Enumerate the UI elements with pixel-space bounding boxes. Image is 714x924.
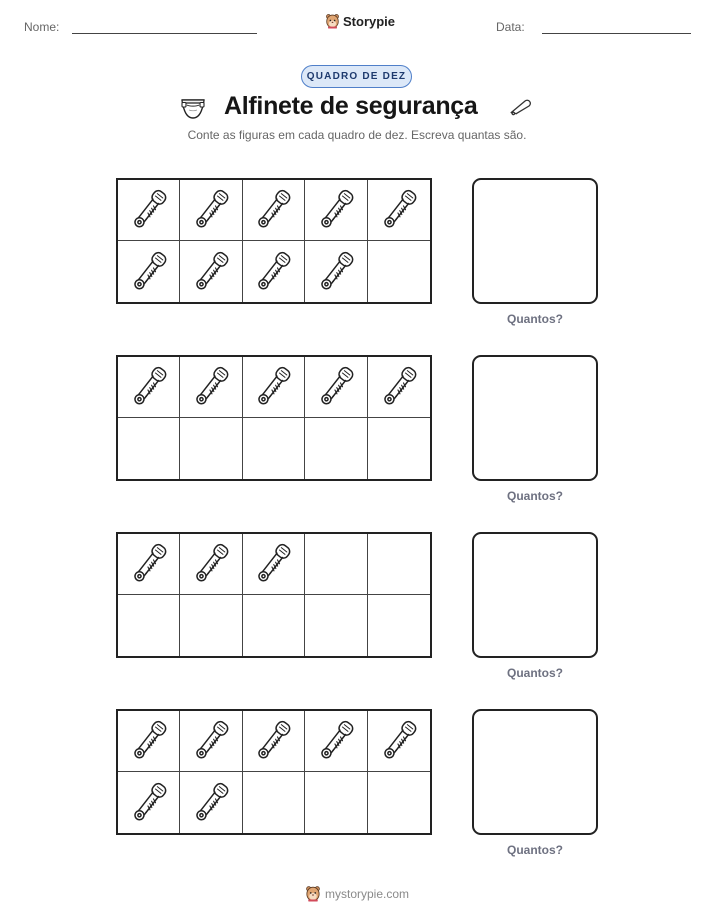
answer-box-2[interactable] (472, 355, 598, 481)
ten-frame-2 (116, 355, 432, 481)
frame-cell (118, 180, 180, 241)
answer-box-1[interactable] (472, 178, 598, 304)
frame-cell (180, 534, 242, 595)
safety-pin-icon (129, 363, 169, 411)
frame-cell (368, 241, 430, 302)
safety-pin-icon (316, 186, 356, 234)
frame-cell (368, 711, 430, 772)
frame-cell (243, 595, 305, 656)
answer-prompt-4: Quantos? (507, 843, 563, 857)
safety-pin-icon (191, 248, 231, 296)
date-label: Data: (496, 20, 525, 34)
safety-pin-icon (129, 779, 169, 827)
safety-pin-icon (253, 540, 293, 588)
brand (325, 13, 395, 29)
frame-cell (243, 772, 305, 833)
frame-cell (305, 357, 367, 418)
safety-pin-icon (129, 717, 169, 765)
safety-pin-icon (129, 540, 169, 588)
frame-cell (180, 711, 242, 772)
safety-pin-icon (191, 717, 231, 765)
frame-cell (243, 180, 305, 241)
frame-cell (180, 180, 242, 241)
safety-pin-icon (508, 94, 534, 120)
frame-cell (180, 241, 242, 302)
frame-cell (180, 772, 242, 833)
frame-cell (368, 595, 430, 656)
answer-box-4[interactable] (472, 709, 598, 835)
safety-pin-icon (379, 363, 419, 411)
instructions: Conte as figuras em cada quadro de dez. Escreva quantas são. (187, 128, 527, 142)
frame-cell (243, 711, 305, 772)
safety-pin-icon (253, 717, 293, 765)
frame-cell (243, 418, 305, 479)
frame-cell (305, 241, 367, 302)
footer-site: mystorypie.com (324, 886, 410, 901)
frame-cell (305, 418, 367, 479)
frame-cell (118, 241, 180, 302)
safety-pin-icon (191, 540, 231, 588)
frame-cell (118, 595, 180, 656)
frame-cell (305, 180, 367, 241)
safety-pin-icon (191, 779, 231, 827)
frame-cell (368, 180, 430, 241)
frame-cell (368, 534, 430, 595)
frame-cell (368, 418, 430, 479)
page-title: Alfinete de segurança (224, 92, 478, 120)
safety-pin-icon (191, 363, 231, 411)
frame-cell (118, 772, 180, 833)
ten-frame-1 (116, 178, 432, 304)
answer-prompt-2: Quantos? (507, 489, 563, 503)
safety-pin-icon (316, 363, 356, 411)
answer-prompt-1: Quantos? (507, 312, 563, 326)
safety-pin-icon (253, 186, 293, 234)
safety-pin-icon (191, 186, 231, 234)
name-label: Nome: (24, 20, 60, 34)
frame-cell (305, 772, 367, 833)
frame-cell (118, 418, 180, 479)
date-line[interactable] (542, 33, 691, 34)
safety-pin-icon (379, 186, 419, 234)
safety-pin-icon (316, 248, 356, 296)
ten-frame-3 (116, 532, 432, 658)
ten-frame-4 (116, 709, 432, 835)
frame-cell (305, 534, 367, 595)
safety-pin-icon (253, 248, 293, 296)
frame-cell (118, 534, 180, 595)
safety-pin-icon (316, 717, 356, 765)
hamster-logo-icon (305, 885, 321, 902)
frame-cell (243, 534, 305, 595)
safety-pin-icon (129, 186, 169, 234)
frame-cell (368, 772, 430, 833)
frame-cell (180, 418, 242, 479)
worksheet-type-badge: QUADRO DE DEZ (301, 65, 412, 88)
frame-cell (180, 595, 242, 656)
answer-prompt-3: Quantos? (507, 666, 563, 680)
name-line[interactable] (72, 33, 257, 34)
safety-pin-icon (253, 363, 293, 411)
frame-cell (243, 357, 305, 418)
frame-cell (243, 241, 305, 302)
hamster-logo-icon (325, 13, 340, 29)
frame-cell (305, 595, 367, 656)
answer-box-3[interactable] (472, 532, 598, 658)
frame-cell (180, 357, 242, 418)
footer (0, 885, 714, 902)
safety-pin-icon (379, 717, 419, 765)
safety-pin-icon (129, 248, 169, 296)
frame-cell (118, 357, 180, 418)
diaper-icon (179, 93, 207, 121)
frame-cell (305, 711, 367, 772)
frame-cell (368, 357, 430, 418)
title-row (0, 90, 714, 126)
brand-name: Storypie (343, 13, 396, 29)
frame-cell (118, 711, 180, 772)
